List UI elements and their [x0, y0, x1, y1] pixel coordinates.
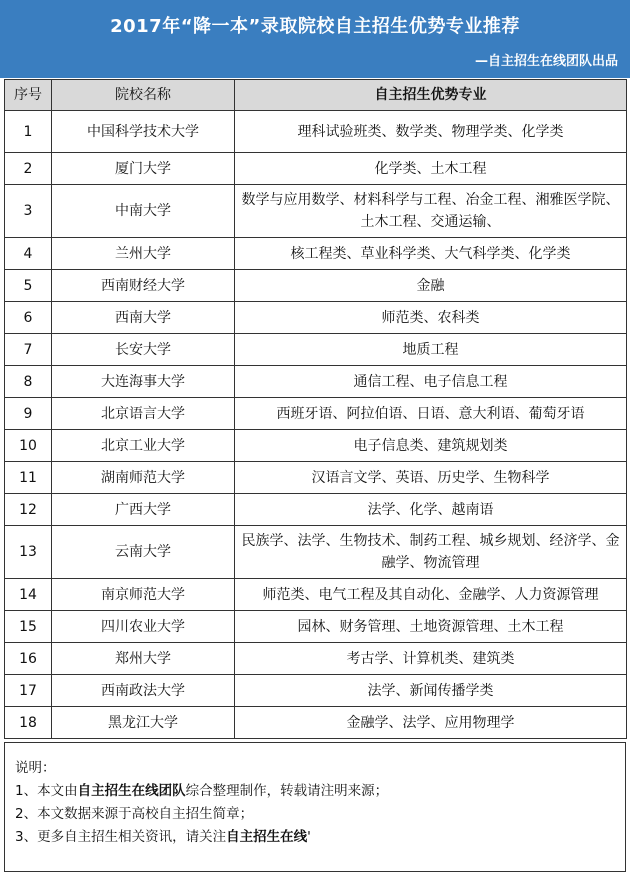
- majors-cell: 民族学、法学、生物技术、制药工程、城乡规划、经济学、金融学、物流管理: [235, 526, 627, 579]
- row-number: 8: [5, 366, 52, 398]
- row-number: 3: [5, 185, 52, 238]
- table-row: [5, 494, 627, 526]
- table-row: [5, 111, 627, 153]
- row-number: 14: [5, 579, 52, 611]
- majors-cell: 金融学、法学、应用物理学: [235, 707, 627, 739]
- table-row: [5, 398, 627, 430]
- school-name: 西南政法大学: [52, 675, 235, 707]
- school-name: 湖南师范大学: [52, 462, 235, 494]
- table-row: [5, 430, 627, 462]
- table-row: [5, 462, 627, 494]
- column-header-majors: 自主招生优势专业: [235, 80, 627, 111]
- row-number: 11: [5, 462, 52, 494]
- school-name: 长安大学: [52, 334, 235, 366]
- row-number: 15: [5, 611, 52, 643]
- school-name: 郑州大学: [52, 643, 235, 675]
- table-row: [5, 334, 627, 366]
- row-number: 9: [5, 398, 52, 430]
- majors-cell: 化学类、土木工程: [235, 153, 627, 185]
- notes-box: [4, 742, 626, 872]
- row-number: 2: [5, 153, 52, 185]
- table-row: [5, 643, 627, 675]
- majors-cell: 地质工程: [235, 334, 627, 366]
- majors-cell: 核工程类、草业科学类、大气科学类、化学类: [235, 238, 627, 270]
- row-number: 4: [5, 238, 52, 270]
- majors-cell: 汉语言文学、英语、历史学、生物科学: [235, 462, 627, 494]
- majors-cell: 师范类、农科类: [235, 302, 627, 334]
- header-banner: [0, 0, 630, 78]
- school-name: 厦门大学: [52, 153, 235, 185]
- school-name: 南京师范大学: [52, 579, 235, 611]
- note-1-suffix: 综合整理制作，转载请注明来源；: [185, 783, 389, 799]
- column-header-number: 序号: [5, 80, 52, 111]
- notes-heading: 说明：: [15, 760, 56, 776]
- school-name: 中南大学: [52, 185, 235, 238]
- table-row: [5, 611, 627, 643]
- note-line-2: 2、本文数据来源于高校自主招生简章；: [15, 806, 254, 822]
- row-number: 12: [5, 494, 52, 526]
- table-row: [5, 153, 627, 185]
- note-1-team-name: 自主招生在线团队: [77, 783, 186, 799]
- school-name: 西南大学: [52, 302, 235, 334]
- page-title: 2017年“降一本”录取院校自主招生优势专业推荐: [110, 16, 520, 37]
- row-number: 10: [5, 430, 52, 462]
- school-name: 兰州大学: [52, 238, 235, 270]
- table-row: [5, 238, 627, 270]
- column-header-school: 院校名称: [52, 80, 235, 111]
- majors-cell: 电子信息类、建筑规划类: [235, 430, 627, 462]
- school-name: 北京工业大学: [52, 430, 235, 462]
- row-number: 16: [5, 643, 52, 675]
- school-name: 中国科学技术大学: [52, 111, 235, 153]
- majors-cell: 园林、财务管理、土地资源管理、土木工程: [235, 611, 627, 643]
- credit-line: —自主招生在线团队出品: [474, 54, 618, 69]
- school-name: 北京语言大学: [52, 398, 235, 430]
- table-row: [5, 675, 627, 707]
- row-number: 1: [5, 111, 52, 153]
- majors-cell: 理科试验班类、数学类、物理学类、化学类: [235, 111, 627, 153]
- recommendation-table: [4, 79, 627, 739]
- majors-cell: 师范类、电气工程及其自动化、金融学、人力资源管理: [235, 579, 627, 611]
- note-line-3: [15, 826, 625, 849]
- table-row: [5, 270, 627, 302]
- note-3-prefix: 3、更多自主招生相关资讯，请关注: [15, 829, 227, 845]
- majors-cell: 考古学、计算机类、建筑类: [235, 643, 627, 675]
- table-header-row: [5, 80, 627, 111]
- table-row: [5, 302, 627, 334]
- note-3-suffix: ': [307, 829, 311, 845]
- majors-cell: 法学、化学、越南语: [235, 494, 627, 526]
- row-number: 17: [5, 675, 52, 707]
- majors-cell: 西班牙语、阿拉伯语、日语、意大利语、葡萄牙语: [235, 398, 627, 430]
- row-number: 7: [5, 334, 52, 366]
- row-number: 13: [5, 526, 52, 579]
- school-name: 大连海事大学: [52, 366, 235, 398]
- note-line-1: [15, 780, 625, 803]
- school-name: 黑龙江大学: [52, 707, 235, 739]
- majors-cell: 通信工程、电子信息工程: [235, 366, 627, 398]
- row-number: 18: [5, 707, 52, 739]
- majors-cell: 法学、新闻传播学类: [235, 675, 627, 707]
- table-row: [5, 707, 627, 739]
- table-row: [5, 366, 627, 398]
- majors-cell: 数学与应用数学、材料科学与工程、冶金工程、湘雅医学院、土木工程、交通运输、: [235, 185, 627, 238]
- note-3-account-name: 自主招生在线: [226, 829, 308, 845]
- majors-cell: 金融: [235, 270, 627, 302]
- row-number: 5: [5, 270, 52, 302]
- note-1-prefix: 1、本文由: [15, 783, 78, 799]
- school-name: 四川农业大学: [52, 611, 235, 643]
- row-number: 6: [5, 302, 52, 334]
- table-row: [5, 185, 627, 238]
- school-name: 广西大学: [52, 494, 235, 526]
- school-name: 西南财经大学: [52, 270, 235, 302]
- table-row: [5, 579, 627, 611]
- table-row: [5, 526, 627, 579]
- school-name: 云南大学: [52, 526, 235, 579]
